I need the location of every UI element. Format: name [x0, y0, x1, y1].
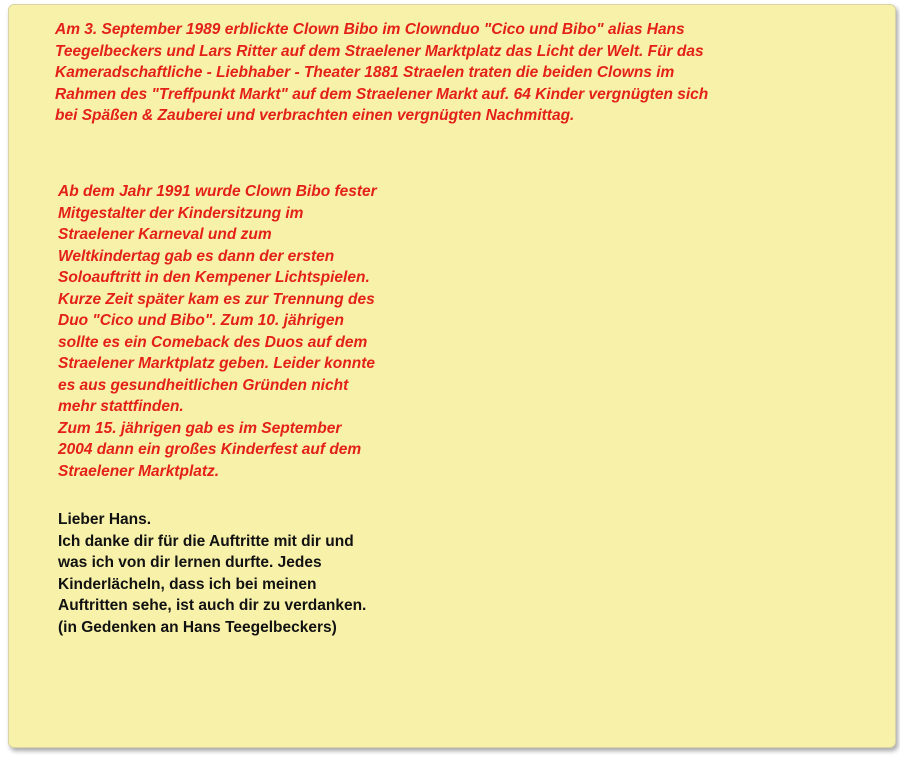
- history-paragraph: Ab dem Jahr 1991 wurde Clown Bibo fester Mitgestalter der Kindersitzung im Straelener Karneval und zum Weltkindertag gab es dann der ersten Soloauftritt in den Kempener Lichtspielen. Kurze Zeit später kam es zur Trennung des Duo "Cico und Bibo". Zum 10. jährigen sollte es ein Comeback des Duos auf dem Straelener Marktplatz geben. Leider konnte es aus gesundheitlichen Gründen nicht mehr stattfinden. Zum 15. jährigen gab es im September 2004 dann ein großes Kinderfest auf dem Straelener Marktplatz.: [58, 183, 377, 480]
- text-card: [8, 4, 896, 748]
- intro-paragraph: Am 3. September 1989 erblickte Clown Bibo im Clownduo "Cico und Bibo" alias Hans Teegelbeckers und Lars Ritter auf dem Straelener Marktplatz das Licht der Welt. Für das Kameradschaftliche - Liebhaber - Theater 1881 Straelen traten die beiden Clowns im Rahmen des "Treffpunkt Markt" auf dem Straelener Markt auf. 64 Kinder vergnügten sich bei Späßen & Zauberei und verbrachten einen vergnügten Nachmittag.: [55, 21, 709, 124]
- tribute-paragraph: Lieber Hans. Ich danke dir für die Auftritte mit dir und was ich von dir lernen durfte. Jedes Kinderlächeln, dass ich bei meinen Auftritten sehe, ist auch dir zu verdanken. (in Gedenken an Hans Teegelbeckers): [58, 511, 367, 636]
